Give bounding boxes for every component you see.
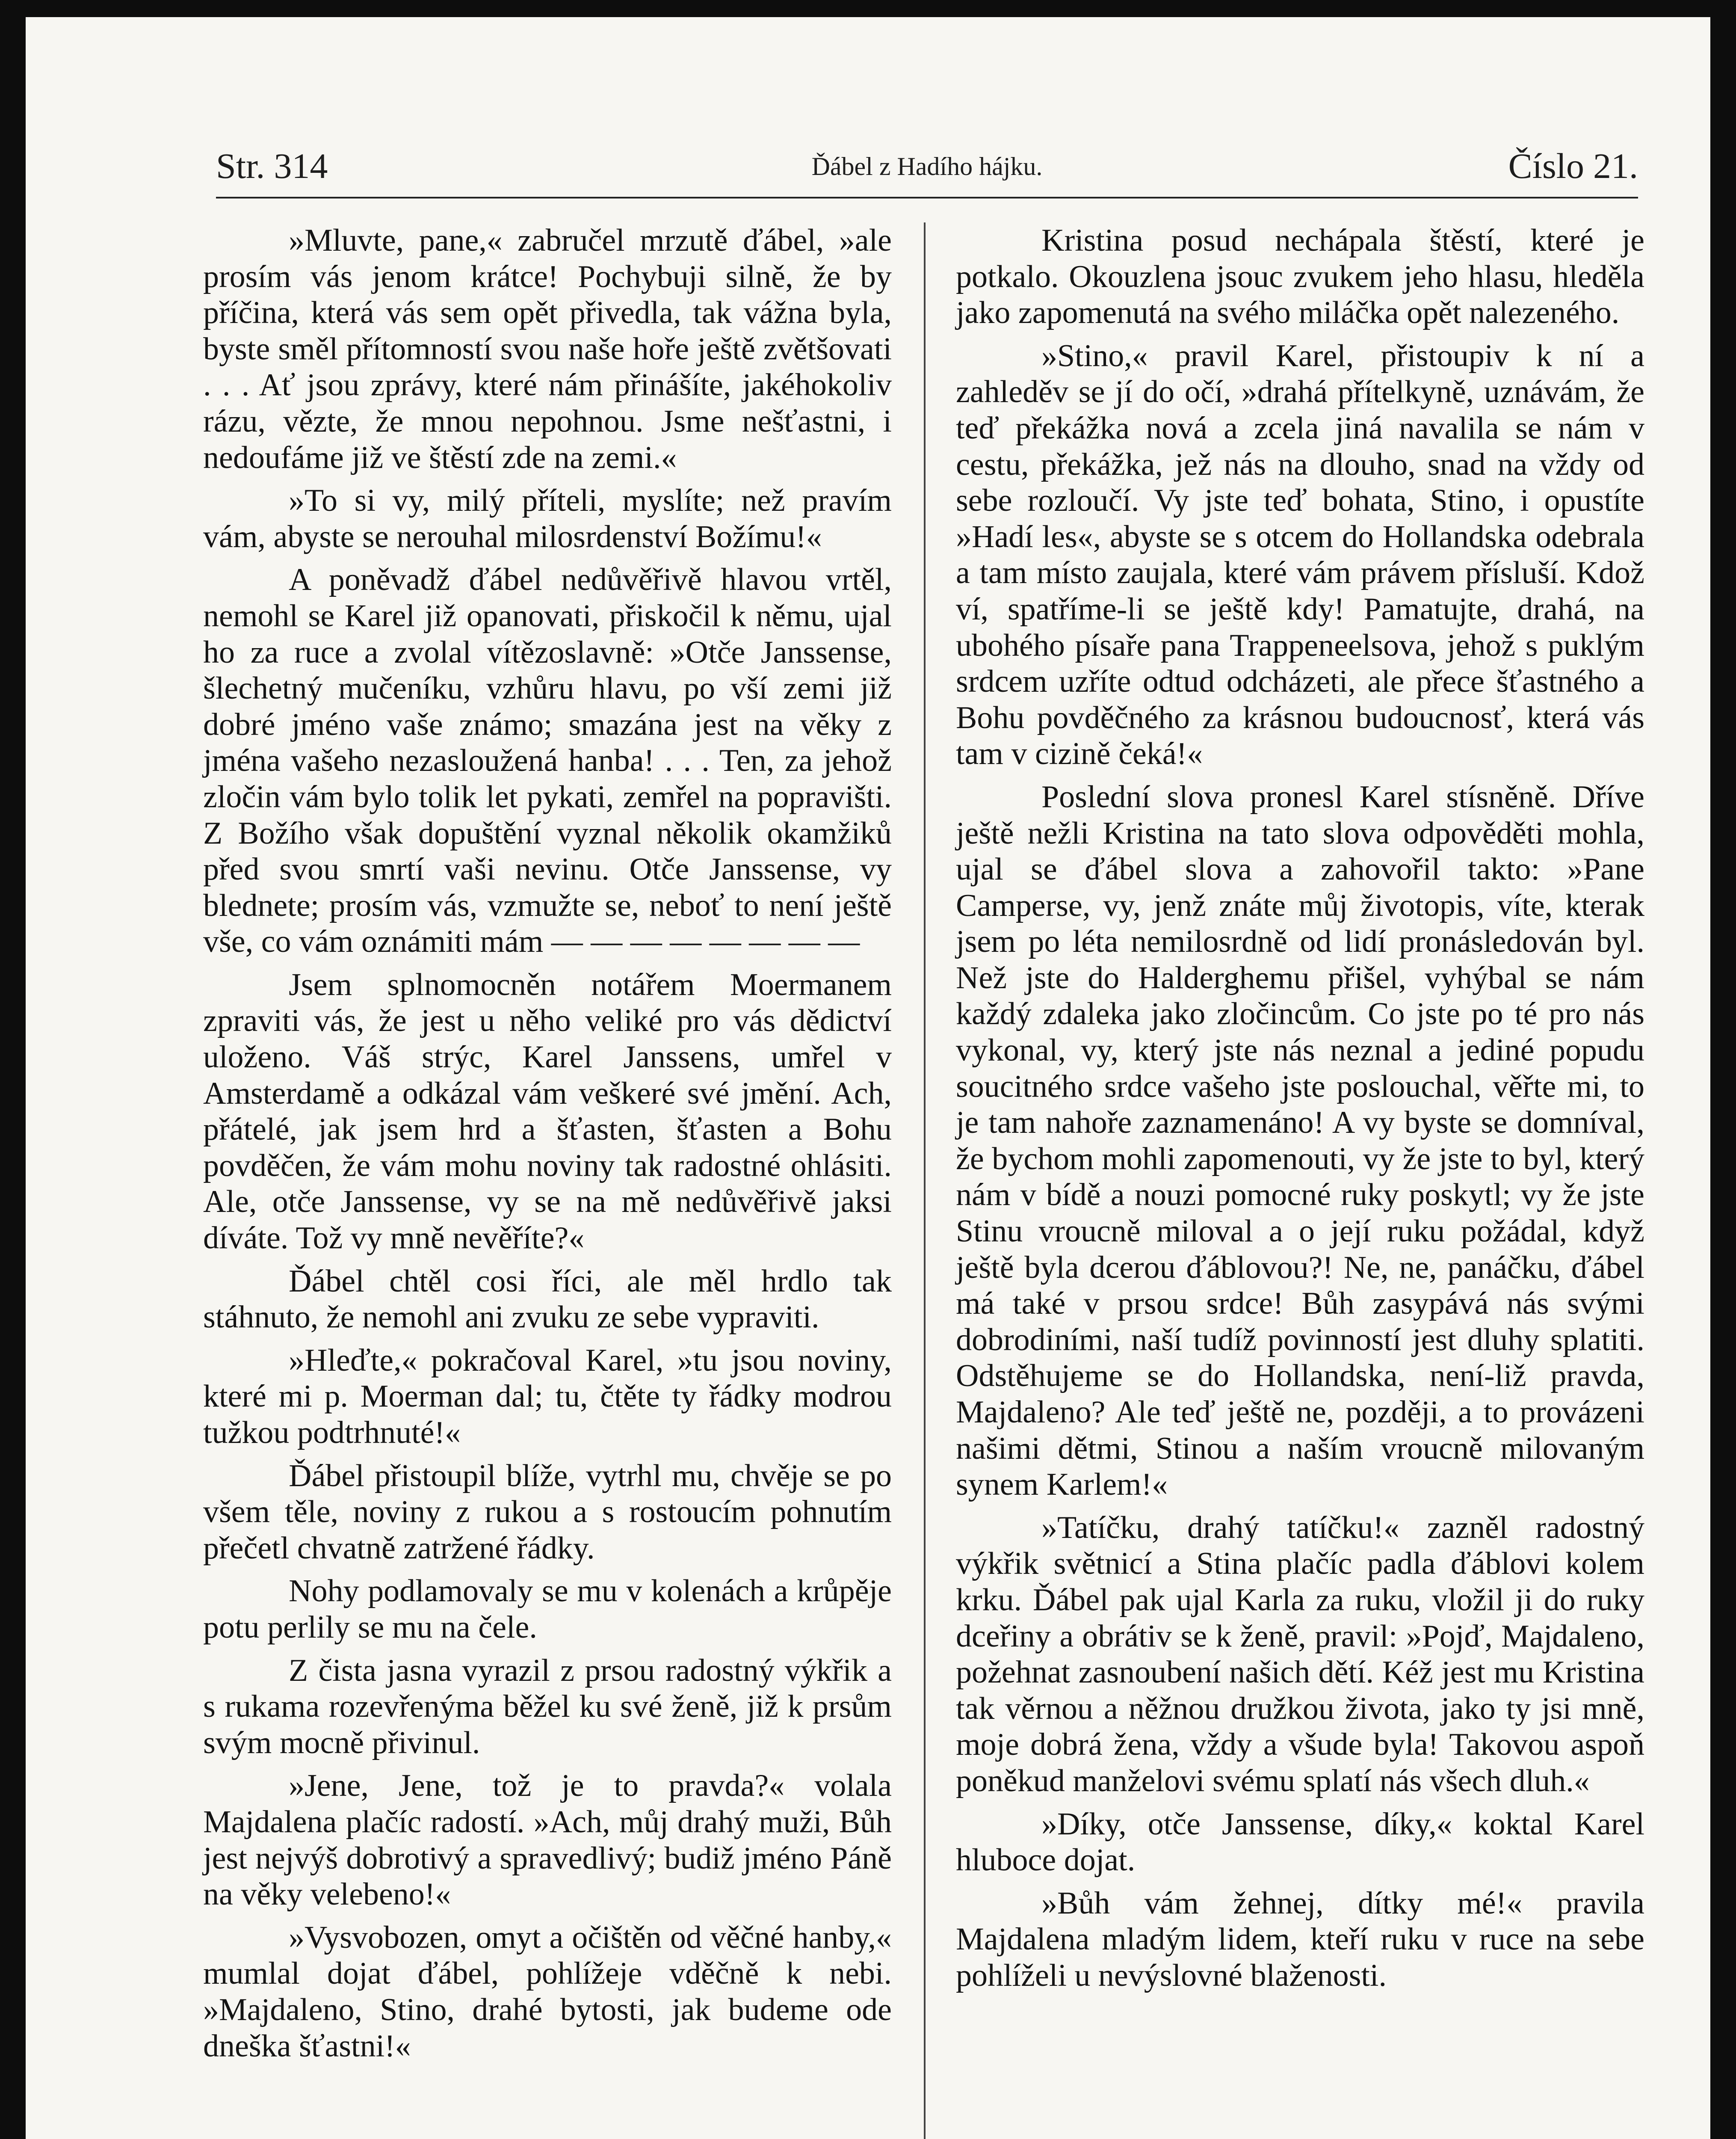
paragraph: Z čista jasna vyrazil z prsou radostný výkřik a s rukama rozevřenýma běžel ku své ženě, již k prsům svým mocně přivinul. <box>203 1653 892 1760</box>
paragraph: »To si vy, milý příteli, myslíte; než pravím vám, abyste se nerouhal milosrdenství Božímu!« <box>203 483 892 554</box>
paragraph: »Díky, otče Janssense, díky,« koktal Karel hluboce dojat. <box>956 1806 1644 1878</box>
header-rule <box>216 197 1638 198</box>
paragraph: »Stino,« pravil Karel, přistoupiv k ní a zahleděv se jí do očí, »drahá přítelkyně, uznávám, že teď překážka nová a zcela jiná navalila se nám v cestu, překážka, jež nás na dlouho, snad na vždy od sebe rozloučí. Vy jste teď bohata, Stino, i opustíte »Hadí les«, abyste se s otcem do Hollandska odebrala a tam místo zaujala, které vám právem přísluší. Kdož ví, spatříme-li se ještě kdy! Pamatujte, drahá, na ubohého písaře pana Trappeneelsova, jehož s puklým srdcem uzříte odtud odcházeti, ale přece šťastného a Bohu povděčného za krásnou budoucnosť, která vás tam v cizině čeká!« <box>956 338 1644 772</box>
page-header <box>216 128 1638 193</box>
paragraph: Poslední slova pronesl Karel stísněně. Dříve ještě nežli Kristina na tato slova odpověděti mohla, ujal se ďábel slova a zahovořil takto: »Pane Camperse, vy, jenž znáte můj životopis, víte, kterak jsem po léta nemilosrdně od lidí pronásledován byl. Než jste do Halderghemu přišel, vyhýbal se nám každý zdaleka jako zločincům. Co jste po té pro nás vykonal, vy, který jste nás neznal a jediné popudu soucitného srdce vašeho jste poslouchal, věřte mi, to je tam nahoře zaznamenáno! A vy byste se domníval, že bychom mohli zapomenouti, vy že jste to byl, který nám v bídě a nouzi pomocné ruky poskytl; vy že jste Stinu vroucně miloval a o její ruku požádal, když ještě byla dcerou ďáblovou?! Ne, ne, panáčku, ďábel má také v prsou srdce! Bůh zasypává nás svými dobrodiními, naší tudíž povinností jest dluhy splatiti. Odstěhujeme se do Hollandska, není-liž pravda, Majdaleno? Ale teď ještě ne, později, a to provázeni našimi dětmi, Stinou a naším vroucně milovaným synem Karlem!« <box>956 779 1644 1502</box>
paragraph: Nohy podlamovaly se mu v kolenách a krůpěje potu perlily se mu na čele. <box>203 1573 892 1645</box>
column-divider <box>924 222 926 2139</box>
paragraph: Jsem splnomocněn notářem Moermanem zpraviti vás, že jest u něho veliké pro vás dědictví uloženo. Váš strýc, Karel Janssens, umřel v Amsterdamě a odkázal vám veškeré své jmění. Ach, přátelé, jak jsem hrd a šťasten, šťasten a Bohu povděčen, že vám mohu noviny tak radostné ohlásiti. Ale, otče Janssense, vy se na mě nedůvěřivě jaksi díváte. Tož vy mně nevěříte?« <box>203 967 892 1256</box>
issue-number: Číslo 21. <box>1508 146 1638 186</box>
running-title: Ďábel z Hadího hájku. <box>811 152 1043 181</box>
paragraph: »Hleďte,« pokračoval Karel, »tu jsou noviny, které mi p. Moerman dal; tu, čtěte ty řádky modrou tužkou podtrhnuté!« <box>203 1342 892 1450</box>
paragraph: Kristina posud nechápala štěstí, které je potkalo. Okouzlena jsouc zvukem jeho hlasu, hleděla jako zapomenutá na svého miláčka opět nalezeného. <box>956 223 1644 331</box>
page-number: Str. 314 <box>216 146 328 186</box>
paragraph: »Tatíčku, drahý tatíčku!« zazněl radostný výkřik světnicí a Stina plačíc padla ďáblovi kolem krku. Ďábel pak ujal Karla za ruku, vložil ji do ruky dceřiny a obrátiv se k ženě, pravil: »Pojď, Majdaleno, požehnat zasnoubení našich dětí. Kéž jest mu Kristina tak věrnou a něžnou družkou života, jako ty jsi mně, moje dobrá žena, vždy a všude byla! Takovou aspoň poněkud manželovi svému splatí nás všech dluh.« <box>956 1510 1644 1798</box>
paragraph: »Vysvobozen, omyt a očištěn od věčné hanby,« mumlal dojat ďábel, pohlížeje vděčně k nebi. »Majdaleno, Stino, drahé bytosti, jak budeme ode dneška šťastni!« <box>203 1920 892 2064</box>
paragraph: A poněvadž ďábel nedůvěřivě hlavou vrtěl, nemohl se Karel již opanovati, přiskočil k němu, ujal ho za ruce a zvolal vítězoslavně: »Otče Janssense, šlechetný mučeníku, vzhůru hlavu, po vší zemi již dobré jméno vaše známo; smazána jest na věky z jména vašeho nezasloužená hanba! . . . Ten, za jehož zločin vám bylo tolik let pykati, zemřel na popravišti. Z Božího však dopuštění vyznal několik okamžiků před svou smrtí vaši nevinu. Otče Janssense, vy blednete; prosím vás, vzmužte se, neboť to není ještě vše, co vám oznámiti mám — — — — — — — — <box>203 562 892 960</box>
paragraph: »Bůh vám žehnej, dítky mé!« pravila Majdalena mladým lidem, kteří ruku v ruce na sebe pohlíželi u nevýslovné blaženosti. <box>956 1885 1644 1993</box>
right-column <box>956 222 1644 2001</box>
paragraph: Ďábel chtěl cosi říci, ale měl hrdlo tak stáhnuto, že nemohl ani zvuku ze sebe vypraviti. <box>203 1263 892 1335</box>
paragraph: Ďábel přistoupil blíže, vytrhl mu, chvěje se po všem těle, noviny z rukou a s rostoucím pohnutím přečetl chvatně zatržené řádky. <box>203 1458 892 1566</box>
left-column <box>203 222 892 2071</box>
paragraph: »Jene, Jene, tož je to pravda?« volala Majdalena plačíc radostí. »Ach, můj drahý muži, Bůh jest nejvýš dobrotivý a spravedlivý; budiž jméno Páně na věky velebeno!« <box>203 1768 892 1912</box>
paragraph: »Mluvte, pane,« zabručel mrzutě ďábel, »ale prosím vás jenom krátce! Pochybuji silně, že by příčina, která vás sem opět přivedla, tak vážna byla, byste směl přítomností svou naše hoře ještě zvětšovati . . . Ať jsou zprávy, které nám přinášíte, jakéhokoliv rázu, vězte, že mnou nepohnou. Jsme nešťastni, i nedoufáme již ve štěstí zde na zemi.« <box>203 223 892 475</box>
